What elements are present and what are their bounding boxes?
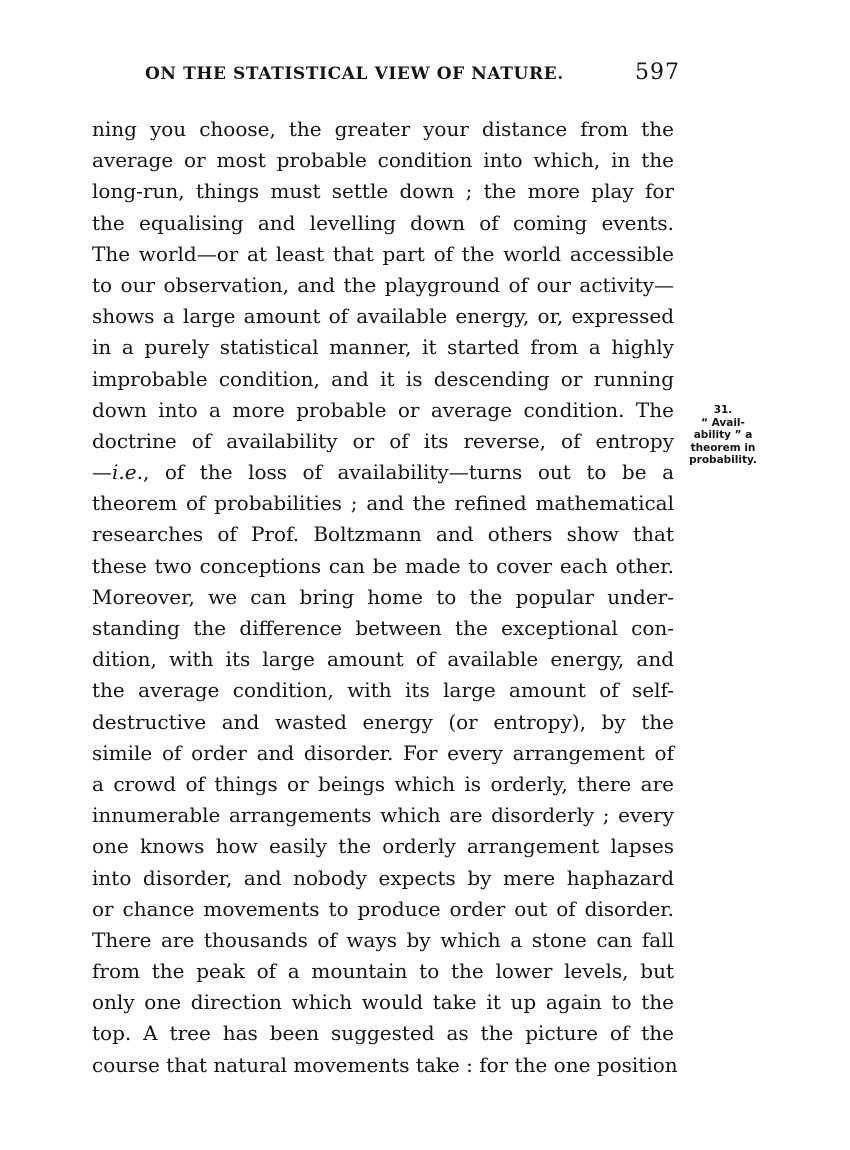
ie-abbreviation: i.e. — [112, 460, 143, 485]
em-dash: — — [92, 460, 112, 485]
text-line: researches of Prof. Boltzmann and others show that — [92, 522, 674, 547]
text-line: There are thousands of ways by which a stone can fall — [92, 927, 674, 952]
margin-note-number: 31. — [713, 404, 733, 416]
text-line: shows a large amount of available energy, or, expressed — [92, 304, 674, 329]
text-line-ie — [92, 457, 674, 488]
text-line: one knows how easily the orderly arrangement lapses — [92, 834, 674, 859]
body-text — [92, 114, 678, 1081]
text-line: from the peak of a mountain to the lower levels, but — [92, 959, 674, 984]
text-line: down into a more probable or average condition. The — [92, 397, 674, 422]
text-line: into disorder, and nobody expects by mere haphazard — [92, 865, 674, 890]
text-line: the average condition, with its large amount of self- — [92, 678, 674, 703]
margin-note-line: probability. — [689, 454, 757, 466]
text-line: dition, with its large amount of available energy, and — [92, 647, 674, 672]
text-line: course that natural movements take : for the one position — [92, 1052, 678, 1077]
text-line: Moreover, we can bring home to the popular under- — [92, 584, 674, 609]
text-line: theorem of probabilities ; and the refined mathematical — [92, 491, 674, 516]
text-line: long-run, things must settle down ; the more play for — [92, 179, 674, 204]
text-line: these two conceptions can be made to cover each other. — [92, 553, 674, 578]
running-title: ON THE STATISTICAL VIEW OF NATURE. — [145, 64, 564, 84]
margin-note-line: ability ” a — [693, 429, 753, 441]
text-line: ning you choose, the greater your distance from the — [92, 117, 674, 141]
text-line: the equalising and levelling down of coming events. — [92, 210, 674, 235]
margin-note-line: “ Avail- — [701, 416, 745, 429]
running-head — [145, 60, 680, 94]
text-line: average or most probable condition into which, in the — [92, 148, 674, 173]
text-line: improbable condition, and it is descending or running — [92, 366, 674, 391]
text-line: to our observation, and the playground of our activity— — [92, 272, 674, 297]
text-line: in a purely statistical manner, it started from a highly — [92, 335, 674, 360]
line-remainder: , of the loss of availability—turns out to be a — [142, 460, 674, 485]
text-line: The world—or at least that part of the world accessible — [92, 241, 674, 266]
margin-note-line: theorem in — [690, 441, 756, 454]
text-line: standing the difference between the exceptional con- — [92, 616, 674, 640]
text-line: simile of order and disorder. For every arrangement of — [92, 740, 674, 765]
text-line: only one direction which would take it up again to the — [92, 990, 674, 1015]
text-line: doctrine of availability or of its reverse, of entropy — [92, 428, 674, 453]
text-line: or chance movements to produce order out of disorder. — [92, 896, 674, 921]
text-line: destructive and wasted energy (or entropy), by the — [92, 709, 674, 734]
margin-note — [680, 404, 766, 467]
text-line: innumerable arrangements which are disorderly ; every — [92, 803, 674, 828]
text-line: a crowd of things or beings which is orderly, there are — [92, 771, 674, 796]
text-line: top. A tree has been suggested as the picture of the — [92, 1021, 674, 1046]
page-number: 597 — [635, 60, 680, 85]
